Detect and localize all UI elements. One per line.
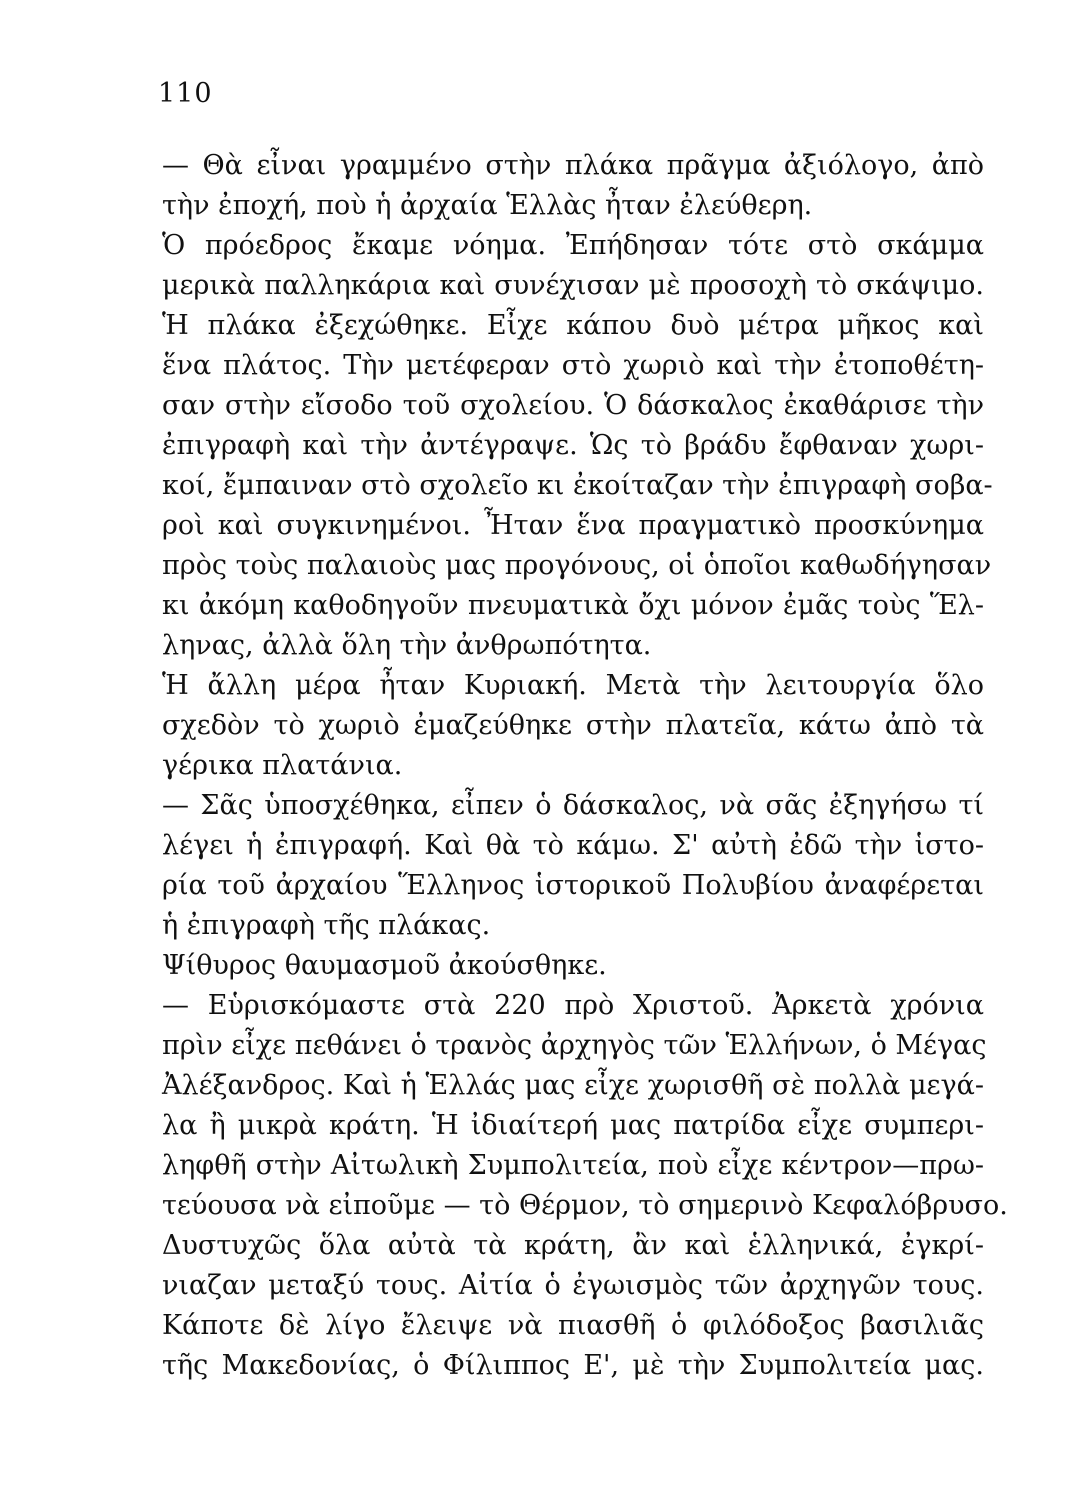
- text-line: ἕνα πλάτος. Τὴν μετέφεραν στὸ χωριὸ καὶ τὴν ἐτοποθέτη-: [162, 350, 984, 381]
- text-line: πρὸς τοὺς παλαιοὺς μας προγόνους, οἱ ὁποῖοι καθωδήγησαν: [162, 550, 992, 581]
- text-line: ληφθῆ στὴν Αἰτωλικὴ Συμπολιτεία, ποὺ εἶχε κέντρον—πρω-: [162, 1150, 984, 1181]
- text-line: Ἡ ἄλλη μέρα ἦταν Κυριακή. Μετὰ τὴν λειτουργία ὅλο: [162, 670, 984, 701]
- text-line: λα ἢ μικρὰ κράτη. Ἡ ἰδιαίτερή μας πατρίδα εἶχε συμπερι-: [162, 1110, 984, 1141]
- text-line: τεύουσα νὰ εἰποῦμε — τὸ Θέρμον, τὸ σημερινὸ Κεφαλόβρυσο.: [162, 1190, 1008, 1221]
- text-line: ἡ ἐπιγραφὴ τῆς πλάκας.: [162, 910, 491, 941]
- text-line: λέγει ἡ ἐπιγραφή. Καὶ θὰ τὸ κάμω. Σ' αὐτὴ ἐδῶ τὴν ἱστο-: [162, 830, 984, 861]
- text-line: μερικὰ παλληκάρια καὶ συνέχισαν μὲ προσοχὴ τὸ σκάψιμο.: [162, 270, 984, 301]
- text-line: σαν στὴν εἴσοδο τοῦ σχολείου. Ὁ δάσκαλος ἐκαθάρισε τὴν: [162, 390, 984, 421]
- text-line: Ὁ πρόεδρος ἔκαμε νόημα. Ἐπήδησαν τότε στὸ σκάμμα: [162, 230, 984, 261]
- text-line: — Θὰ εἶναι γραμμένο στὴν πλάκα πρᾶγμα ἀξιόλογο, ἀπὸ: [162, 150, 984, 181]
- text-line: πρὶν εἶχε πεθάνει ὁ τρανὸς ἀρχηγὸς τῶν Ἑλλήνων, ὁ Μέγας: [162, 1030, 987, 1061]
- text-line: τὴν ἐποχή, ποὺ ἡ ἀρχαία Ἑλλὰς ἦταν ἐλεύθερη.: [162, 190, 813, 221]
- text-line: κι ἀκόμη καθοδηγοῦν πνευματικὰ ὄχι μόνον ἐμᾶς τοὺς Ἕλ-: [162, 590, 984, 621]
- text-line: Ψίθυρος θαυμασμοῦ ἀκούσθηκε.: [162, 950, 607, 981]
- text-line: νιαζαν μεταξύ τους. Αἰτία ὁ ἐγωισμὸς τῶν ἀρχηγῶν τους.: [162, 1270, 984, 1301]
- text-line: ἐπιγραφὴ καὶ τὴν ἀντέγραψε. Ὡς τὸ βράδυ ἔφθαναν χωρι-: [162, 430, 984, 461]
- text-line: — Σᾶς ὑποσχέθηκα, εἶπεν ὁ δάσκαλος, νὰ σᾶς ἐξηγήσω τί: [162, 790, 984, 821]
- text-line: τῆς Μακεδονίας, ὁ Φίλιππος Ε', μὲ τὴν Συμπολιτεία μας.: [162, 1350, 984, 1381]
- text-line: ληνας, ἀλλὰ ὅλη τὴν ἀνθρωπότητα.: [162, 630, 652, 661]
- text-line: Ἀλέξανδρος. Καὶ ἡ Ἑλλάς μας εἶχε χωρισθῆ σὲ πολλὰ μεγά-: [162, 1070, 984, 1101]
- text-line: — Εὑρισκόμαστε στὰ 220 πρὸ Χριστοῦ. Ἀρκετὰ χρόνια: [162, 990, 984, 1021]
- text-line: ροὶ καὶ συγκινημένοι. Ἦταν ἕνα πραγματικὸ προσκύνημα: [162, 510, 984, 541]
- text-line: ρία τοῦ ἀρχαίου Ἕλληνος ἱστορικοῦ Πολυβίου ἀναφέρεται: [162, 870, 984, 901]
- text-line: κοί, ἔμπαιναν στὸ σχολεῖο κι ἐκοίταζαν τὴν ἐπιγραφὴ σοβα-: [162, 470, 993, 501]
- text-line: Κάποτε δὲ λίγο ἔλειψε νὰ πιασθῆ ὁ φιλόδοξος βασιλιᾶς: [162, 1310, 984, 1341]
- page-number: 110: [158, 78, 213, 109]
- text-line: γέρικα πλατάνια.: [162, 750, 403, 781]
- text-line: Δυστυχῶς ὅλα αὐτὰ τὰ κράτη, ἂν καὶ ἑλληνικά, ἐγκρί-: [162, 1230, 984, 1261]
- text-line: Ἡ πλάκα ἐξεχώθηκε. Εἶχε κάπου δυὸ μέτρα μῆκος καὶ: [162, 310, 984, 341]
- text-line: σχεδὸν τὸ χωριὸ ἐμαζεύθηκε στὴν πλατεῖα, κάτω ἀπὸ τὰ: [162, 710, 984, 741]
